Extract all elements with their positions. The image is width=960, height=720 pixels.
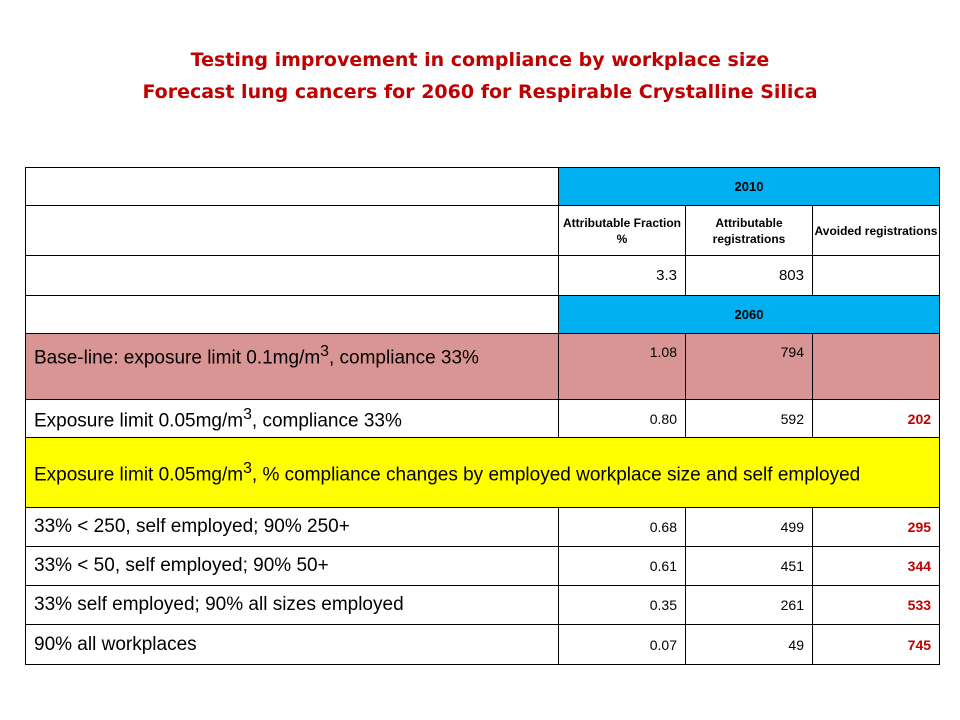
empty-cell (26, 296, 559, 334)
column-header-row (26, 206, 940, 256)
limit-005-row (26, 400, 940, 438)
limit-005-registrations: 592 (686, 400, 813, 438)
scenario-avoided: 745 (813, 625, 940, 665)
scenario-label: 90% all workplaces (26, 625, 559, 665)
limit-005-avoided: 202 (813, 400, 940, 438)
scenario-registrations: 49 (686, 625, 813, 665)
header-avoided-registrations: Avoided registrations (813, 206, 940, 256)
baseline-registrations: 794 (686, 334, 813, 400)
scenario-label: 33% < 50, self employed; 90% 50+ (26, 547, 559, 586)
baseline-label: Base-line: exposure limit $0.1mg/m^3$, compliance 33% (26, 334, 559, 400)
scenario-fraction: 0.68 (559, 508, 686, 547)
baseline-avoided (813, 334, 940, 400)
limit-005-fraction: 0.80 (559, 400, 686, 438)
row-2010-values (26, 256, 940, 296)
scenario-registrations: 261 (686, 586, 813, 625)
slide-title (0, 44, 960, 108)
title-line-1: Testing improvement in compliance by workplace size (190, 49, 770, 71)
year-2060-row (26, 296, 940, 334)
empty-cell (26, 168, 559, 206)
year-2010-row (26, 168, 940, 206)
table-row (26, 508, 940, 547)
section-row (26, 438, 940, 508)
empty-cell (26, 256, 559, 296)
scenario-fraction: 0.07 (559, 625, 686, 665)
year-2010-header: 2010 (559, 168, 940, 206)
fraction-2010: 3.3 (559, 256, 686, 296)
year-2060-header: 2060 (559, 296, 940, 334)
table-row (26, 547, 940, 586)
title-line-2: Forecast lung cancers for 2060 for Respirable Crystalline Silica (142, 81, 818, 103)
scenario-label: 33% < 250, self employed; 90% 250+ (26, 508, 559, 547)
header-attributable-fraction: Attributable Fraction % (559, 206, 686, 256)
scenario-registrations: 499 (686, 508, 813, 547)
avoided-2010 (813, 256, 940, 296)
scenario-fraction: 0.61 (559, 547, 686, 586)
scenario-label: 33% self employed; 90% all sizes employed (26, 586, 559, 625)
header-attributable-registrations: Attributable registrations (686, 206, 813, 256)
registrations-2010: 803 (686, 256, 813, 296)
scenario-avoided: 344 (813, 547, 940, 586)
scenario-registrations: 451 (686, 547, 813, 586)
table-row (26, 625, 940, 665)
table-row (26, 586, 940, 625)
empty-cell (26, 206, 559, 256)
baseline-row (26, 334, 940, 400)
scenario-avoided: 295 (813, 508, 940, 547)
baseline-fraction: 1.08 (559, 334, 686, 400)
scenario-avoided: 533 (813, 586, 940, 625)
limit-005-label: Exposure limit $0.05mg/m^3$, compliance 33% (26, 400, 559, 438)
scenario-fraction: 0.35 (559, 586, 686, 625)
section-label: Exposure limit $0.05mg/m^3$, % compliance changes by employed workplace size and self employed (26, 438, 940, 508)
forecast-table (25, 167, 940, 665)
